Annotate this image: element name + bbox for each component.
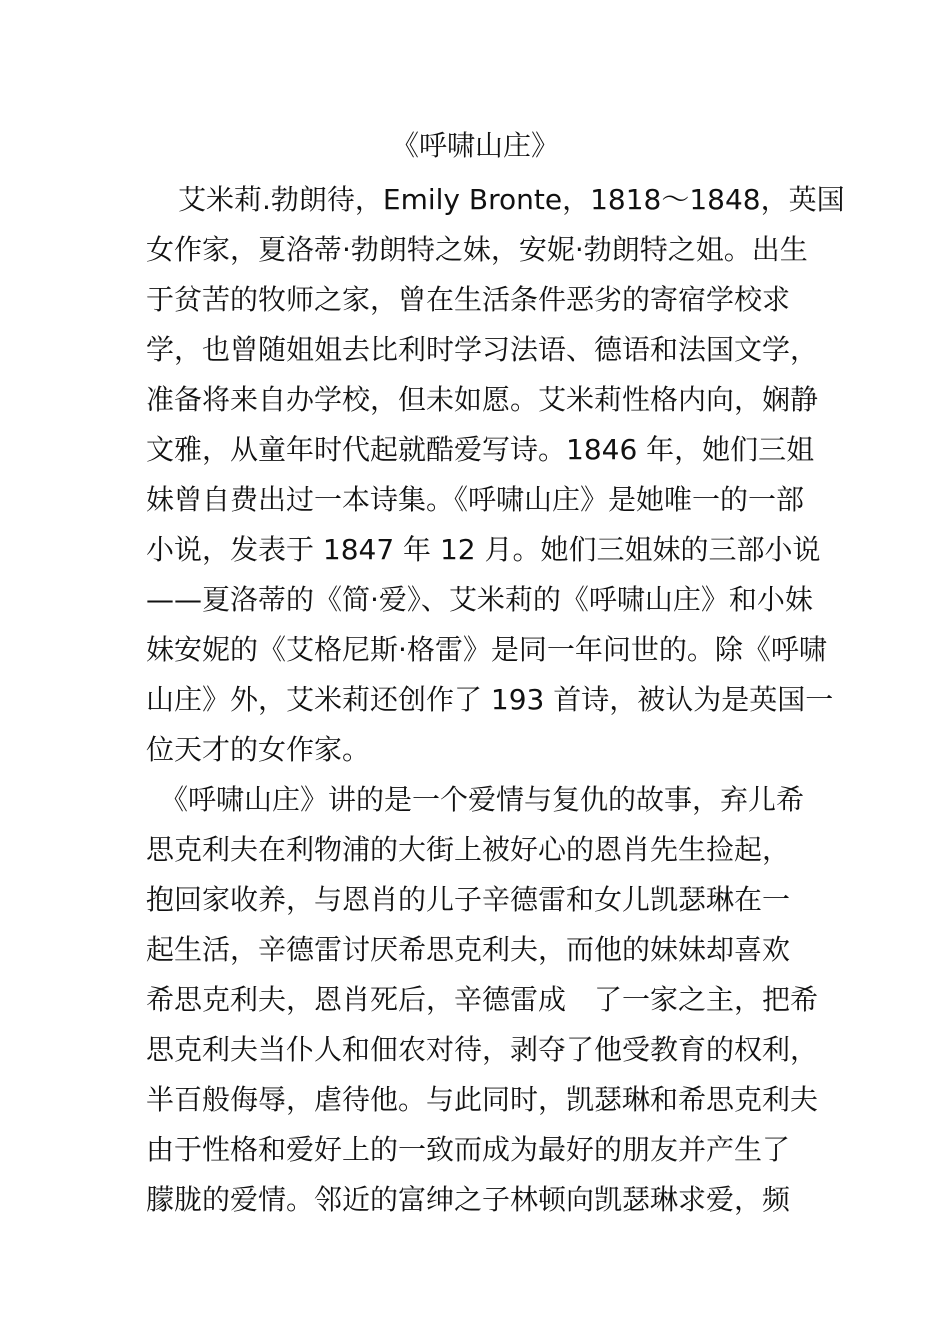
paragraph-line: 妹安妮的《艾格尼斯·格雷》是同一年问世的。除《呼啸	[146, 633, 827, 666]
paragraph-line: 文雅，从童年时代起就酷爱写诗。1846 年，她们三姐	[146, 433, 815, 466]
paragraph-line: 艾米莉.勃朗待，Emily Bronte，1818～1848，英国	[150, 183, 845, 216]
paragraph-line: 思克利夫在利物浦的大街上被好心的恩肖先生捡起，	[146, 833, 791, 866]
paragraph-line: 希思克利夫，恩肖死后，辛德雷成 了一家之主，把希	[146, 983, 819, 1016]
paragraph-line: 学，也曾随姐姐去比利时学习法语、德语和法国文学，	[146, 333, 819, 366]
paragraph-line: 于贫苦的牧师之家，曾在生活条件恶劣的寄宿学校求	[146, 283, 791, 316]
paragraph-line: 半百般侮辱，虐待他。与此同时，凯瑟琳和希思克利夫	[146, 1083, 819, 1116]
paragraph-line: 《呼啸山庄》讲的是一个爱情与复仇的故事，弃儿希	[160, 783, 805, 816]
document-title: 《呼啸山庄》	[390, 129, 559, 162]
paragraph-line: 准备将来自办学校，但未如愿。艾米莉性格内向，娴静	[146, 383, 819, 416]
paragraph-line: 朦胧的爱情。邻近的富绅之子林顿向凯瑟琳求爱，频	[146, 1183, 791, 1216]
paragraph-line: ——夏洛蒂的《简·爱》、艾米莉的《呼啸山庄》和小妹	[146, 583, 813, 616]
paragraph-line: 女作家，夏洛蒂·勃朗特之妹，安妮·勃朗特之姐。出生	[146, 233, 808, 266]
paragraph-line: 山庄》外，艾米莉还创作了 193 首诗，被认为是英国一	[146, 683, 834, 716]
paragraph-line: 妹曾自费出过一本诗集。《呼啸山庄》是她唯一的一部	[146, 483, 805, 516]
paragraph-line: 小说，发表于 1847 年 12 月。她们三姐妹的三部小说	[146, 533, 821, 566]
paragraph-line: 起生活，辛德雷讨厌希思克利夫，而他的妹妹却喜欢	[146, 933, 791, 966]
paragraph-line: 由于性格和爱好上的一致而成为最好的朋友并产生了	[146, 1133, 791, 1166]
paragraph-line: 位天才的女作家。	[146, 733, 371, 766]
paragraph-line: 思克利夫当仆人和佃农对待，剥夺了他受教育的权利，	[146, 1033, 819, 1066]
paragraph-line: 抱回家收养，与恩肖的儿子辛德雷和女儿凯瑟琳在一	[146, 883, 791, 916]
